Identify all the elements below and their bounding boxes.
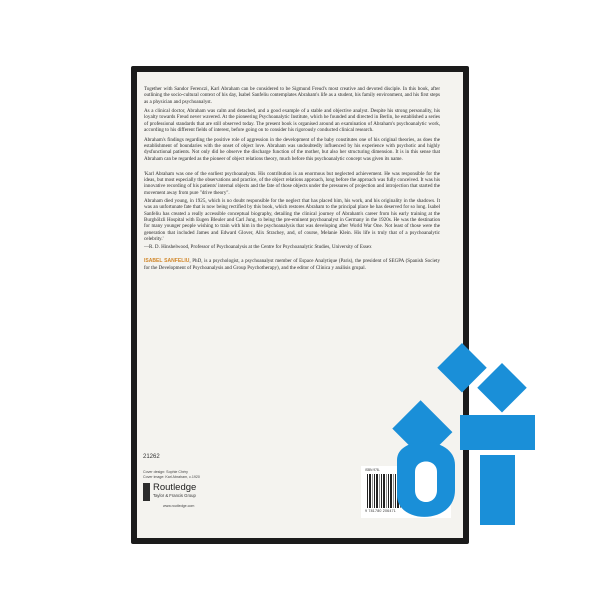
product-code: 21262: [143, 454, 160, 460]
publisher-subtitle: Taylor & Francis Group: [153, 493, 196, 498]
cover-design-credit: Cover design: Sophie Chéry: [143, 470, 188, 474]
review-block: [144, 171, 440, 251]
cover-credits: [143, 470, 200, 479]
store-logo-icon: [385, 340, 545, 530]
review-attribution: —R. D. Hinshelwood, Professor of Psychoanalysis at the Centre for Psychoanalytic Studies, University of Essex: [144, 244, 372, 251]
routledge-logo-icon: [143, 483, 150, 501]
review-quote-1: 'Karl Abraham was one of the earliest psychoanalysts. His contribution is an enormous but neglected achievement. He was responsible for the ideas, but most especially the observations and practice, of the object relations approach, long before the approach was fully conceived. It was his innovative recording of his patients' internal objects and the fate of those objects under the pressures of projection and introjection that started the movement away from pure "drive theory".: [144, 170, 440, 196]
blurb-content: [144, 86, 440, 271]
review-quote-2: Abraham died young, in 1925, which is no doubt responsible for the neglect that has placed him, his work, and his originality in the shadows. It was an unfortunate fate that is now being rectified by this book, which restores Abraham to the principal place he has deserved for so long. Isabel Sanfeliu has created a really accessible conceptual biography, detailing the clinical journey of Abraham's career from his early training at the Burghölzli Hospital with Eugen Bleuler and Carl Jung, to being the pre-eminent psychoanalyst in Germany in the 1920s. He was the destination for many younger people wishing to train with him in the psychoanalysis that was developing after World War One. Not least of those were the generation that included James and Edward Glover, Alix Strachey, and, of course, Melanie Klein. His life is truly that of a psychoanalytic celebrity.': [144, 198, 440, 242]
blurb-paragraph-1: Together with Sandor Ferenczi, Karl Abraham can be considered to be Sigmund Freud's most creative and devoted disciple. In this book, after outlining the socio-cultural context of his day, Isabel Sanfeliu contemplates Abraham's life as a student, his family environment, and his first steps as a physician and psychoanalyst.: [144, 86, 440, 105]
author-name: ISABEL SANFELIU: [144, 258, 190, 265]
isbn-label: ISBN 978-: [365, 468, 380, 472]
isbn-digits: 9 781780 206471: [365, 509, 396, 513]
author-bio-text: , PhD, is a psychologist, a psychoanalyst member of Espace Analytique (Paris), the president of SEGPA (Spanish Society for the Development of Psychoanalysis and Group Psychotherapy), and the editor of Clínica y análisis grupal.: [144, 258, 440, 271]
author-bio: [144, 258, 440, 271]
cover-image-credit: Cover image: Karl Abraham, c.1920: [143, 474, 200, 479]
publisher-name: Routledge: [153, 482, 197, 493]
publisher-url: www.routledge.com: [163, 504, 195, 508]
blurb-paragraph-3: Abraham's findings regarding the positive role of aggression in the development of the baby constitutes one of his original theories, as does the establishment of boundaries with the onset of object love. Abraham was undoubtedly influenced by his experience with psychotic and highly dysfunctional patients. Not only did he observe the discharge function of the mother, but also her structuring dimension. It is in this sense that Abraham can be regarded as the pioneer of object relations theory, much before this psychoanalytic concept was given its name.: [144, 136, 440, 162]
publisher-logo: [143, 482, 196, 501]
blurb-paragraph-2: As a clinical doctor, Abraham was calm and detached, and a good example of a stable and objective analyst. Despite his strong personality, his loyalty towards Freud never wavered. At the pioneering Psychoanalytic Institute, which he founded and directed in Berlin, he established a series of professional standards that are still observed today. The present book is organised around an examination of Abraham's psychoanalytic work, according to his different fields of interest, before going on to consider his rigorously conducted clinical research.: [144, 108, 440, 134]
